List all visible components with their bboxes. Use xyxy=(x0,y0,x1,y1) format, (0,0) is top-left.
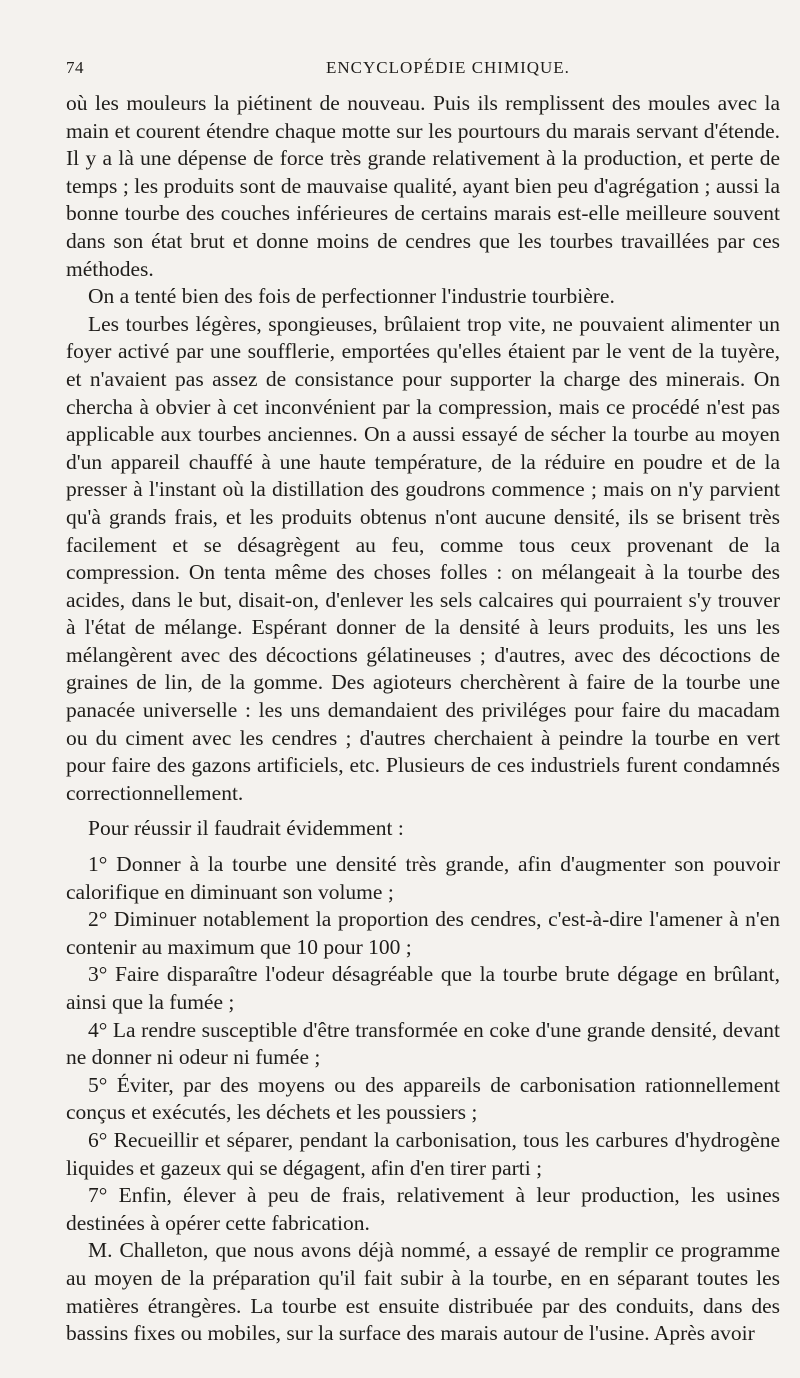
paragraph: Les tourbes légères, spongieuses, brûlaient trop vite, ne pouvaient alimenter un foyer activé par une soufflerie, emportées qu'elles étaient par le vent de la tuyère, et n'avaient pas assez de consistance pour supporter la charge des minerais. On chercha à obvier à cet inconvénient par la compression, mais ce procédé n'est pas applicable aux tourbes anciennes. On a aussi essayé de sécher la tourbe au moyen d'un appareil chauffé à une haute température, de la réduire en poudre et de la presser à l'instant où la distillation des goudrons commence ; mais on n'y parvient qu'à grands frais, et les produits obtenus n'ont aucune densité, ils se brisent très facilement et se désagrègent au feu, comme tous ceux provenant de la compression. On tenta même des choses folles : on mélangeait à la tourbe des acides, dans le but, disait-on, d'enlever les sels calcaires qui pourraient s'y trouver à l'état de mélange. Espérant donner de la densité à leurs produits, les uns les mélangèrent avec des décoctions gélatineuses ; d'autres, avec des décoctions de graines de lin, de la gomme. Des agioteurs cherchèrent à faire de la tourbe une panacée universelle : les uns demandaient des priviléges pour faire du macadam ou du ciment avec les cendres ; d'autres cherchaient à peindre la tourbe en vert pour faire des gazons artificiels, etc. Plusieurs de ces industriels furent condamnés correctionnellement. xyxy=(66,311,780,805)
paragraph: On a tenté bien des fois de perfectionner l'industrie tourbière. xyxy=(88,284,615,309)
page-number: 74 xyxy=(66,58,84,77)
running-head xyxy=(66,58,780,84)
list-item: 5° Éviter, par des moyens ou des appareils de carbonisation rationnellement conçus et exécutés, les déchets et les poussiers ; xyxy=(66,1072,780,1125)
body-text xyxy=(66,90,780,1348)
list-item: 3° Faire disparaître l'odeur désagréable que la tourbe brute dégage en brûlant, ainsi que la fumée ; xyxy=(66,962,780,1014)
paragraph: Pour réussir il faudrait évidemment : xyxy=(88,816,404,841)
paragraph-spacer xyxy=(66,807,780,815)
list-item: 4° La rendre susceptible d'être transformée en coke d'une grande densité, devant ne donner ni odeur ni fumée ; xyxy=(66,1017,780,1070)
list-item: 1° Donner à la tourbe une densité très grande, afin d'augmenter son pouvoir calorifique en diminuant son volume ; xyxy=(66,852,780,904)
list-item: 7° Enfin, élever à peu de frais, relativement à leur production, les usines destinées à opérer cette fabrication. xyxy=(66,1183,780,1235)
list-item: 6° Recueillir et séparer, pendant la carbonisation, tous les carbures d'hydrogène liquides et gazeux qui se dégagent, afin d'en tirer parti ; xyxy=(66,1127,780,1180)
paragraph: M. Challeton, que nous avons déjà nommé, a essayé de remplir ce programme au moyen de la préparation qu'il fait subir à la tourbe, en en séparant toutes les matières étrangères. La tourbe est ensuite distribuée par des conduits, dans des bassins fixes ou mobiles, sur la surface des marais autour de l'usine. Après avoir xyxy=(66,1238,780,1346)
running-title: ENCYCLOPÉDIE CHIMIQUE. xyxy=(326,58,570,77)
paragraph-continuation: où les mouleurs la piétinent de nouveau. Puis ils remplissent des moules avec la main et courent étendre chaque motte sur les pourtours du marais servant d'étende. Il y a là une dépense de force très grande relativement à la production, et perte de temps ; les produits sont de mauvaise qualité, ayant bien peu d'agrégation ; aussi la bonne tourbe des couches inférieures de certains marais est-elle meilleure souvent dans son état brut et donne moins de cendres que les tourbes travaillées par ces méthodes. xyxy=(66,91,780,281)
paragraph-spacer xyxy=(66,843,780,851)
list-item: 2° Diminuer notablement la proportion des cendres, c'est-à-dire l'amener à n'en contenir au maximum que 10 pour 100 ; xyxy=(66,907,780,959)
